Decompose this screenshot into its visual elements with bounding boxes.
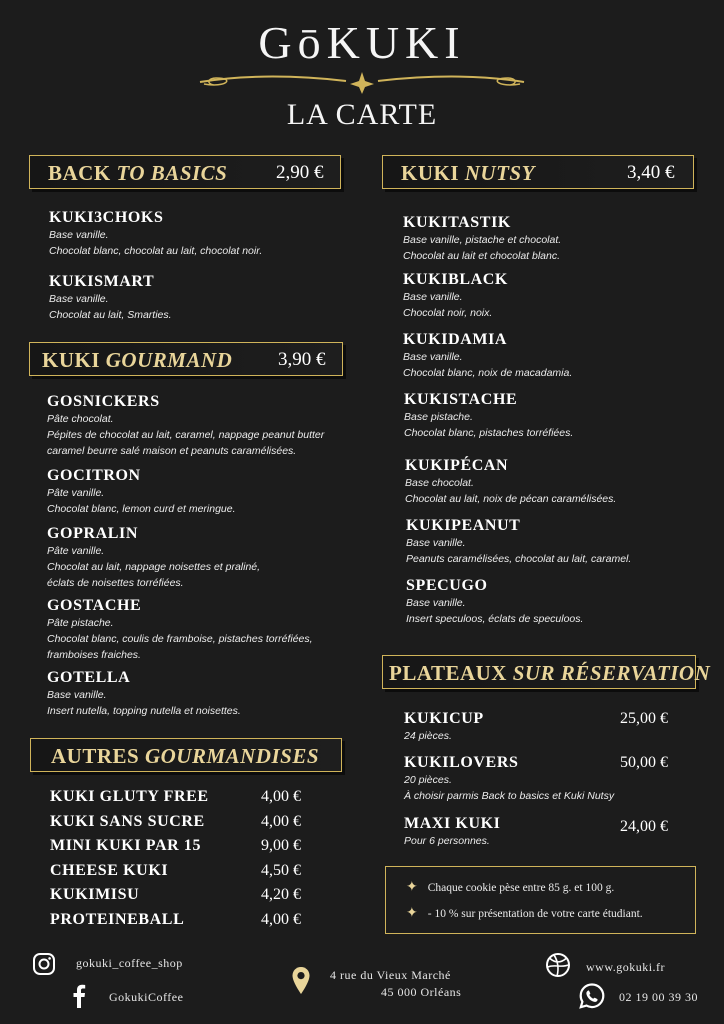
website-link[interactable]: www.gokuki.fr <box>586 960 666 974</box>
section-title: KUKI GOURMAND <box>42 348 233 372</box>
item-description: Insert nutella, topping nutella et noisettes. <box>47 705 241 717</box>
star-icon: ✦ <box>406 880 418 895</box>
item-description: Base vanille. <box>49 293 109 305</box>
item-price: 24,00 € <box>620 818 668 835</box>
item-description: Chocolat au lait et chocolat blanc. <box>403 250 561 262</box>
item-description: Pâte vanille. <box>47 487 105 499</box>
menu-item <box>47 467 236 517</box>
item-description: Chocolat au lait, noix de pécan caramélisées. <box>405 493 617 505</box>
address-line-2: 45 000 Orléans <box>381 985 462 999</box>
item-description: Base vanille. <box>47 689 107 701</box>
item-description: Chocolat au lait, Smarties. <box>49 309 172 321</box>
section-title: AUTRES GOURMANDISES <box>51 744 320 768</box>
section-header-plateaux <box>382 655 711 689</box>
item-description: Base vanille, pistache et chocolat. <box>403 234 562 246</box>
menu-item <box>403 331 572 381</box>
item-description: Base vanille. <box>403 351 463 363</box>
section-header-kuki-gourmand <box>29 342 343 376</box>
item-description: caramel beurre salé maison et peanuts caramélisées. <box>47 445 297 457</box>
whatsapp-icon[interactable] <box>578 982 606 1010</box>
item-name: GOCITRON <box>47 467 141 484</box>
other-item <box>50 886 330 911</box>
item-description: 20 pièces. <box>404 774 452 786</box>
item-price: 4,20 € <box>261 886 301 904</box>
item-name: PROTEINEBALL <box>50 910 185 928</box>
phone-number[interactable]: 02 19 00 39 30 <box>619 990 698 1004</box>
section-price: 2,90 € <box>276 162 324 183</box>
item-name: MINI KUKI PAR 15 <box>50 837 202 855</box>
item-price: 4,50 € <box>261 861 301 879</box>
menu-item <box>405 457 616 507</box>
globe-icon[interactable] <box>545 952 571 978</box>
facebook-icon[interactable] <box>71 984 87 1008</box>
instagram-handle[interactable]: gokuki_coffee_shop <box>76 956 183 970</box>
other-item <box>50 862 330 887</box>
menu-item <box>47 525 260 591</box>
menu-item <box>49 209 262 259</box>
menu-item <box>403 214 561 264</box>
item-name: GOSNICKERS <box>47 393 160 410</box>
item-description: Chocolat blanc, pistaches torréfiées. <box>404 427 574 439</box>
item-description: Chocolat blanc, lemon curd et meringue. <box>47 503 236 515</box>
item-name: KUKILOVERS <box>404 754 519 771</box>
other-item <box>50 911 330 936</box>
menu-title: LA CARTE <box>286 98 438 131</box>
item-price: 4,00 € <box>261 788 301 805</box>
section-price: 3,90 € <box>278 349 326 370</box>
location-pin-icon <box>291 966 311 996</box>
menu-item <box>406 517 631 567</box>
item-description: À choisir parmis Back to basics et Kuki Nutsy <box>404 790 615 802</box>
item-name: KUKICUP <box>404 710 484 727</box>
section-header-back-to-basics <box>29 155 341 189</box>
other-item-list <box>50 788 330 936</box>
ornament-divider <box>196 68 528 94</box>
platter-item <box>404 815 694 849</box>
section-header-kuki-nutsy <box>382 155 694 189</box>
item-name: GOPRALIN <box>47 525 139 542</box>
item-description: Base vanille. <box>406 537 466 549</box>
facebook-handle[interactable]: GokukiCoffee <box>109 990 184 1004</box>
other-item <box>50 837 330 862</box>
menu-item <box>47 597 313 663</box>
menu-item <box>403 271 508 321</box>
item-description: Base chocolat. <box>405 477 474 489</box>
item-description: Pâte chocolat. <box>47 413 114 425</box>
item-name: KUKI GLUTY FREE <box>50 788 209 805</box>
item-description: Base pistache. <box>404 411 473 423</box>
item-name: KUKI SANS SUCRE <box>50 812 205 830</box>
instagram-icon[interactable] <box>32 952 56 976</box>
item-price: 4,00 € <box>261 910 301 928</box>
item-description: Chocolat blanc, noix de macadamia. <box>403 367 573 379</box>
item-name: KUKISMART <box>49 273 155 290</box>
item-description: Chocolat noir, noix. <box>403 307 493 319</box>
other-item <box>50 813 330 838</box>
item-description: Pâte vanille. <box>47 545 105 557</box>
item-name: KUKIPEANUT <box>406 517 521 534</box>
item-description: Pâte pistache. <box>47 617 114 629</box>
item-price: 50,00 € <box>620 754 668 771</box>
menu-item <box>406 577 583 627</box>
notes-box <box>385 866 696 934</box>
menu-item <box>49 273 172 323</box>
item-description: Chocolat blanc, coulis de framboise, pistaches torréfiées, <box>47 633 313 645</box>
item-description: Pépites de chocolat au lait, caramel, nappage peanut butter <box>47 429 325 441</box>
item-description: Chocolat blanc, chocolat au lait, chocolat noir. <box>49 245 263 257</box>
item-name: KUKITASTIK <box>403 214 511 231</box>
item-description: Insert speculoos, éclats de speculoos. <box>406 613 584 625</box>
item-name: GOSTACHE <box>47 597 142 614</box>
item-description: framboises fraiches. <box>47 649 141 661</box>
address-line-1: 4 rue du Vieux Marché <box>330 968 451 982</box>
other-item <box>50 788 330 813</box>
star-icon: ✦ <box>406 906 418 921</box>
note <box>406 905 643 922</box>
menu-item <box>47 669 241 719</box>
note-text: - 10 % sur présentation de votre carte étudiant. <box>427 907 643 920</box>
item-name: KUKI3CHOKS <box>49 209 164 226</box>
platter-item <box>404 710 694 744</box>
item-price: 9,00 € <box>261 837 301 855</box>
section-title: PLATEAUX SUR RÉSERVATION <box>389 661 711 685</box>
section-price: 3,40 € <box>627 162 675 183</box>
item-name: SPECUGO <box>406 577 488 594</box>
section-header-autres-gourmandises <box>30 738 342 772</box>
menu-item <box>404 391 573 441</box>
item-name: GOTELLA <box>47 669 131 686</box>
item-description: Chocolat au lait, nappage noisettes et praliné, <box>47 561 261 573</box>
menu-item <box>47 393 324 459</box>
note <box>406 879 614 896</box>
item-name: KUKIMISU <box>50 886 140 904</box>
item-description: Base vanille. <box>406 597 466 609</box>
platter-item <box>404 754 694 804</box>
item-description: Base vanille. <box>49 229 109 241</box>
section-title: BACK TO BASICS <box>48 161 228 185</box>
item-description: Peanuts caramélisées, chocolat au lait, caramel. <box>406 553 632 565</box>
brand-logo: GōKUKI <box>258 17 466 68</box>
item-name: KUKIBLACK <box>403 271 508 288</box>
item-price: 25,00 € <box>620 710 668 727</box>
item-price: 4,00 € <box>261 812 301 830</box>
item-name: MAXI KUKI <box>404 815 501 832</box>
item-name: KUKISTACHE <box>404 391 518 408</box>
item-description: Pour 6 personnes. <box>404 835 490 847</box>
section-title: KUKI NUTSY <box>401 161 535 185</box>
item-name: KUKIPÉCAN <box>405 457 509 474</box>
item-description: Base vanille. <box>403 291 463 303</box>
item-name: KUKIDAMIA <box>403 331 508 348</box>
note-text: Chaque cookie pèse entre 85 g. et 100 g. <box>427 881 615 894</box>
item-description: éclats de noisettes torréfiées. <box>47 577 184 589</box>
item-name: CHEESE KUKI <box>50 861 169 879</box>
item-description: 24 pièces. <box>404 730 452 742</box>
